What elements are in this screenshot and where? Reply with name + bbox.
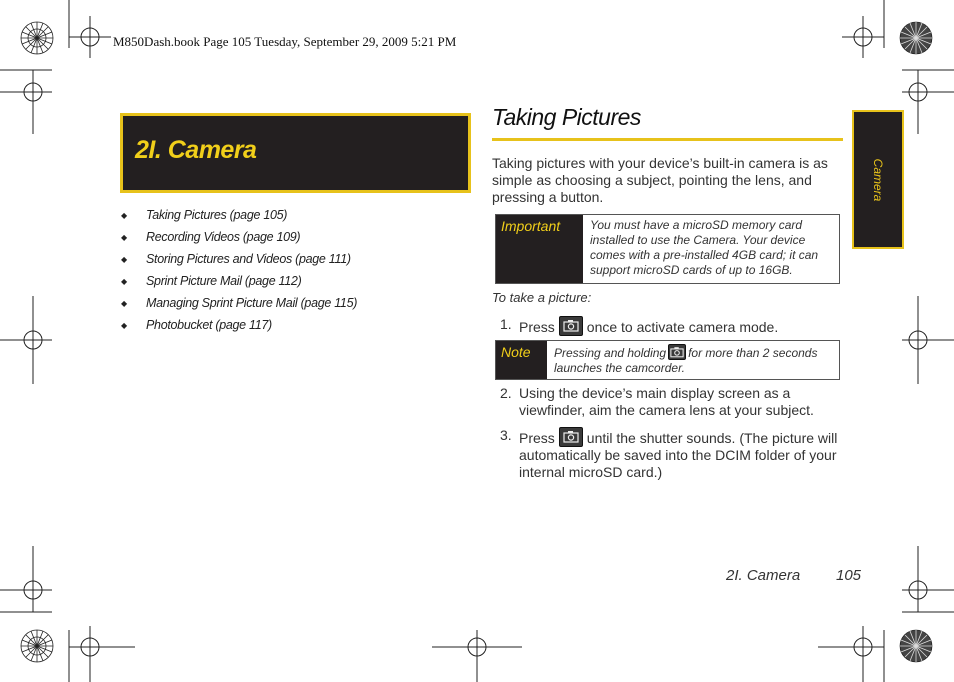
procedure-label: To take a picture: xyxy=(492,290,592,305)
important-text: You must have a microSD memory card installed to use the Camera. Your device comes with a pre-installed 4GB card; it can support microSD cards of up to 16GB. xyxy=(590,218,819,277)
note-text-after: for more than 2 seconds launches the camcorder. xyxy=(554,346,818,375)
section-title-rule xyxy=(492,138,843,141)
toc-item-label: Storing Pictures and Videos (page 111) xyxy=(146,252,351,266)
step-text-after: once to activate camera mode. xyxy=(586,319,779,335)
step-number: 1. xyxy=(500,316,512,332)
toc-item[interactable] xyxy=(121,230,357,252)
toc-item[interactable] xyxy=(121,274,357,296)
diamond-bullet-icon: ◆ xyxy=(121,277,127,286)
side-tab-label: Camera xyxy=(871,158,885,201)
diamond-bullet-icon: ◆ xyxy=(121,299,127,308)
camera-key-icon xyxy=(559,316,583,336)
toc-item[interactable] xyxy=(121,296,357,318)
step-2 xyxy=(500,385,845,421)
step-3 xyxy=(500,427,845,481)
footer-section: 2I. Camera xyxy=(726,567,801,584)
note-text-before: Pressing and holding xyxy=(554,346,667,360)
camera-key-icon xyxy=(559,427,583,447)
diamond-bullet-icon: ◆ xyxy=(121,211,127,220)
toc-item-label: Recording Videos (page 109) xyxy=(146,230,301,244)
step-text: Using the device’s main display screen as a viewfinder, aim the camera lens at your subject. xyxy=(519,385,814,418)
camera-key-icon xyxy=(668,344,686,360)
intro-paragraph: Taking pictures with your device’s built-in camera is as simple as choosing a subject, pointing the lens, and pressing a button. xyxy=(492,155,828,205)
chapter-toc xyxy=(121,208,357,340)
step-text-before: Press xyxy=(519,319,555,335)
chapter-title: 2I. Camera xyxy=(135,136,257,164)
toc-item-label: Managing Sprint Picture Mail (page 115) xyxy=(146,296,358,310)
note-callout xyxy=(495,340,840,380)
chapter-title-box xyxy=(120,113,471,193)
toc-item-label: Taking Pictures (page 105) xyxy=(146,208,288,222)
step-text xyxy=(519,427,841,481)
important-callout xyxy=(495,214,840,284)
section-title: Taking Pictures xyxy=(492,104,641,130)
footer-page-number: 105 xyxy=(836,567,862,584)
step-1 xyxy=(500,316,845,334)
step-text-after: until the shutter sounds. (The picture will automatically be saved into the DCIM folder of your internal microSD card.) xyxy=(519,430,838,480)
diamond-bullet-icon: ◆ xyxy=(121,321,127,330)
note-label: Note xyxy=(496,341,547,379)
toc-item-label: Photobucket (page 117) xyxy=(146,318,272,332)
diamond-bullet-icon: ◆ xyxy=(121,233,127,242)
step-text xyxy=(519,316,778,336)
print-header: M850Dash.book Page 105 Tuesday, September 29, 2009 5:21 PM xyxy=(113,34,457,49)
note-text xyxy=(554,344,834,376)
toc-item[interactable] xyxy=(121,318,357,340)
step-text-before: Press xyxy=(519,430,555,446)
step-number: 2. xyxy=(500,385,512,401)
toc-item[interactable] xyxy=(121,208,357,230)
diamond-bullet-icon: ◆ xyxy=(121,255,127,264)
toc-item-label: Sprint Picture Mail (page 112) xyxy=(146,274,302,288)
important-label: Important xyxy=(496,215,583,283)
step-number: 3. xyxy=(500,427,512,443)
side-chapter-tab xyxy=(852,110,904,249)
toc-item[interactable] xyxy=(121,252,357,274)
